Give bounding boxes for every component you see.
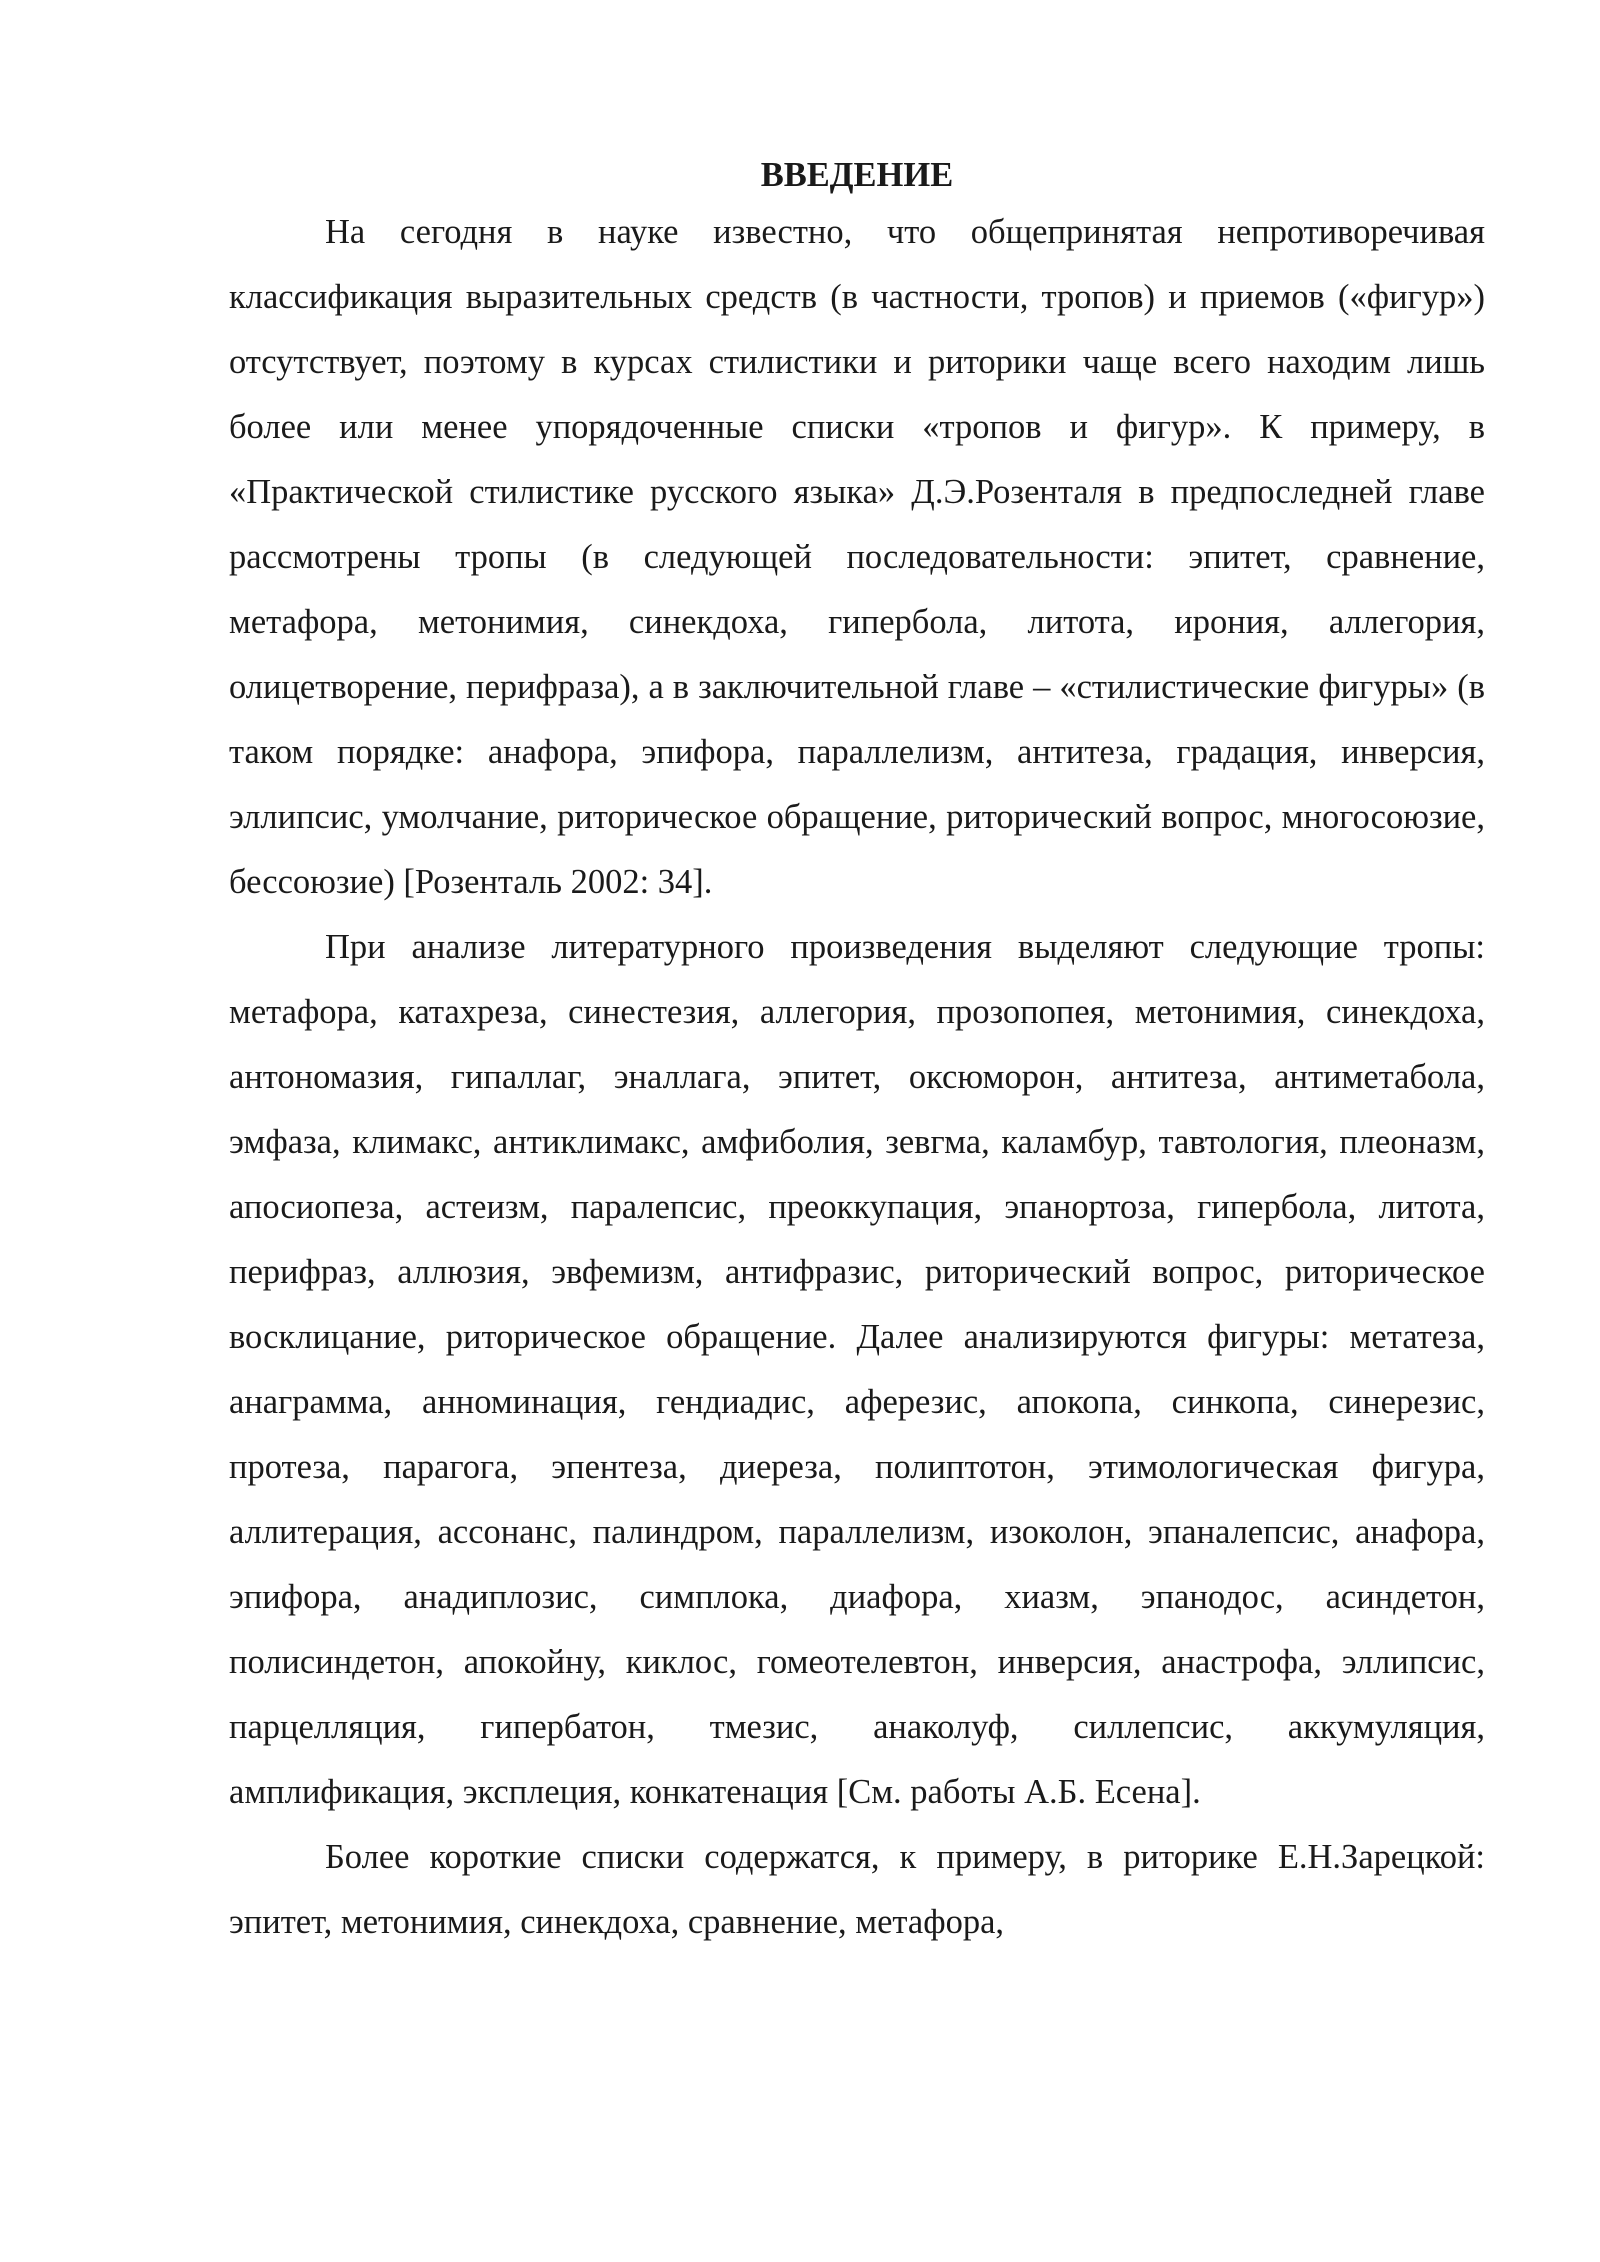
paragraph-2: При анализе литературного произведения выделяют следующие тропы: метафора, катахреза, синестезия, аллегория, прозопопея, метонимия, синекдоха, антономазия, гипаллаг, эналлага, эпитет, оксюморон, антитеза, антиметабола, эмфаза, климакс, антиклимакс, амфиболия, зевгма, каламбур, тавтология, плеоназм, апосиопеза, астеизм, паралепсис, преоккупация, эпанортоза, гипербола, литота, перифраз, аллюзия, эвфемизм, антифразис, риторический вопрос, риторическое восклицание, риторическое обращение. Далее анализируются фигуры: метатеза, анаграмма, анноминация, гендиадис, аферезис, апокопа, синкопа, синерезис, протеза, парагога, эпентеза, диереза, полиптотон, этимологическая фигура, аллитерация, ассонанс, палиндром, параллелизм, изоколон, эпаналепсис, анафора, эпифора, анадиплозис, симплока, диафора, хиазм, эпанодос, асиндетон, полисиндетон, апокойну, киклос, гомеотелевтон, инверсия, анастрофа, эллипсис, парцелляция, гипербатон, тмезис, анаколуф, силлепсис, аккумуляция, амплификация, эксплеция, конкатенация [См. работы А.Б. Есена]. bbox=[229, 928, 1485, 1811]
paragraph-3: Более короткие списки содержатся, к примеру, в риторике Е.Н.Зарецкой: эпитет, метонимия, синекдоха, сравнение, метафора, bbox=[229, 1838, 1485, 1941]
paragraph-1: На сегодня в науке известно, что общепринятая непротиворечивая классификация выразительных средств (в частности, тропов) и приемов («фигур») отсутствует, поэтому в курсах стилистики и риторики чаще всего находим лишь более или менее упорядоченные списки «тропов и фигур». К примеру, в «Практической стилистике русского языка» Д.Э.Розенталя в предпоследней главе рассмотрены тропы (в следующей последовательности: эпитет, сравнение, метафора, метонимия, синекдоха, гипербола, литота, ирония, аллегория, олицетворение, перифраза), а в заключительной главе – «стилистические фигуры» (в таком порядке: анафора, эпифора, параллелизм, антитеза, градация, инверсия, эллипсис, умолчание, риторическое обращение, риторический вопрос, многосоюзие, бессоюзие) [Розенталь 2002: 34]. bbox=[229, 213, 1485, 901]
page-title: ВВЕДЕНИЕ bbox=[760, 156, 954, 194]
document-body bbox=[229, 150, 1485, 1955]
